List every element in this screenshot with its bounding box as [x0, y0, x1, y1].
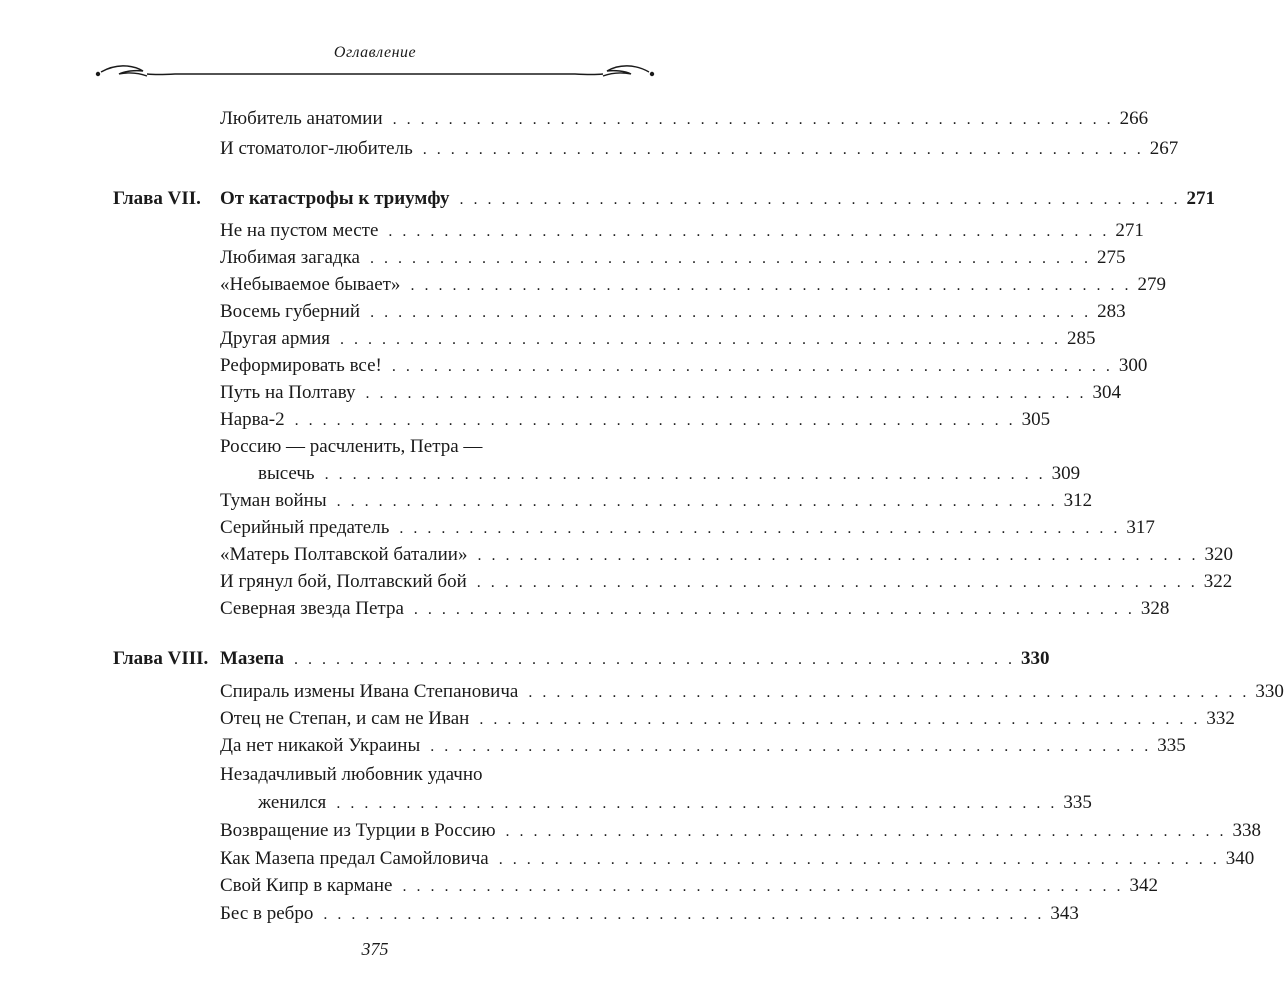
- toc-entry-title: Реформировать все!: [220, 355, 382, 376]
- chapter-label: Глава VIII.: [113, 648, 209, 669]
- dot-leader: . . . . . . . . . . . . . . . . . . . . . . . . . . . . . . . . . . . . . . . . . . . . . . . . . . . .: [498, 851, 1220, 868]
- toc-entry-page: 271: [1115, 220, 1144, 241]
- toc-entry-title: Да нет никакой Украины: [220, 735, 421, 756]
- toc-entry-title: «Небываемое бывает»: [220, 274, 401, 295]
- toc-entry[interactable]: [220, 409, 1051, 439]
- toc-entry-page: 283: [1097, 301, 1126, 322]
- toc-entry[interactable]: [220, 355, 1148, 385]
- dot-leader: . . . . . . . . . . . . . . . . . . . . . . . . . . . . . . . . . . . . . . . . . . . . . . . . . . . .: [459, 191, 1181, 208]
- toc-entry-page: 330: [1255, 681, 1284, 702]
- dot-leader: . . . . . . . . . . . . . . . . . . . . . . . . . . . . . . . . . . . . . . . . . . . . . . . . . . . .: [336, 493, 1058, 510]
- toc-entry-page: 300: [1118, 355, 1148, 376]
- toc-entry[interactable]: [220, 735, 1186, 765]
- toc-entry-page: 335: [1157, 735, 1186, 756]
- toc-entry[interactable]: [220, 708, 1235, 738]
- toc-entry-title: И стоматолог-любитель: [220, 138, 413, 159]
- toc-entry-page: 267: [1149, 138, 1179, 159]
- toc-entry-page: 340: [1225, 848, 1255, 869]
- toc-entry-title: Нарва-2: [220, 409, 285, 430]
- toc-entry-page: 312: [1063, 490, 1093, 511]
- dot-leader: . . . . . . . . . . . . . . . . . . . . . . . . . . . . . . . . . . . . . . . . . . . . . . . . . . . .: [479, 711, 1201, 728]
- toc-entry-page: 320: [1204, 544, 1233, 565]
- toc-entry[interactable]: [220, 108, 1149, 138]
- chapter-label: Глава VII.: [113, 188, 201, 209]
- toc-entry-continuation[interactable]: [258, 463, 1081, 493]
- toc-entry-page: 332: [1206, 708, 1235, 729]
- running-header: Оглавление: [333, 44, 417, 61]
- dot-leader: . . . . . . . . . . . . . . . . . . . . . . . . . . . . . . . . . . . . . . . . . . . . . . . . . . . .: [413, 601, 1135, 618]
- dot-leader: . . . . . . . . . . . . . . . . . . . . . . . . . . . . . . . . . . . . . . . . . . . . . . . . . . . .: [388, 223, 1110, 240]
- dot-leader: . . . . . . . . . . . . . . . . . . . . . . . . . . . . . . . . . . . . . . . . . . . . . . . . . . . .: [370, 304, 1092, 321]
- toc-entry-title: Незадачливый любовник удачно: [220, 764, 483, 785]
- toc-entry-page: 305: [1021, 409, 1051, 430]
- dot-leader: . . . . . . . . . . . . . . . . . . . . . . . . . . . . . . . . . . . . . . . . . . . . . . . . . . . .: [323, 906, 1045, 923]
- dot-leader: . . . . . . . . . . . . . . . . . . . . . . . . . . . . . . . . . . . . . . . . . . . . . . . . . . . .: [477, 547, 1199, 564]
- toc-entry-title: Туман войны: [220, 490, 327, 511]
- dot-leader: . . . . . . . . . . . . . . . . . . . . . . . . . . . . . . . . . . . . . . . . . . . . . . . . . . . .: [430, 738, 1152, 755]
- dot-leader: . . . . . . . . . . . . . . . . . . . . . . . . . . . . . . . . . . . . . . . . . . . . . . . . . . . .: [505, 823, 1227, 840]
- toc-entry-page: 335: [1063, 792, 1092, 813]
- toc-entry-page: 271: [1186, 188, 1216, 209]
- toc-entry-continuation[interactable]: [258, 792, 1092, 822]
- toc-entry-title: Любитель анатомии: [220, 108, 383, 129]
- dot-leader: . . . . . . . . . . . . . . . . . . . . . . . . . . . . . . . . . . . . . . . . . . . . . . . . . . . .: [336, 795, 1058, 812]
- toc-entry-title: Восемь губерний: [220, 301, 361, 322]
- toc-chapter-entry[interactable]: [220, 188, 1216, 218]
- toc-entry-page: 322: [1203, 571, 1233, 592]
- toc-entry-page: 279: [1137, 274, 1166, 295]
- dot-leader: . . . . . . . . . . . . . . . . . . . . . . . . . . . . . . . . . . . . . . . . . . . . . . . . . . . .: [410, 277, 1132, 294]
- dot-leader: . . . . . . . . . . . . . . . . . . . . . . . . . . . . . . . . . . . . . . . . . . . . . . . . . . . .: [476, 574, 1198, 591]
- toc-entry-title: Мазепа: [220, 648, 284, 669]
- toc-entry-title: Россию — расчленить, Петра —: [220, 436, 483, 457]
- toc-entry-title: Путь на Полтаву: [220, 382, 356, 403]
- toc-entry-title: Как Мазепа предал Самойловича: [220, 848, 489, 869]
- toc-entry[interactable]: [220, 301, 1126, 331]
- toc-entry-page: 309: [1051, 463, 1081, 484]
- toc-entry-title: Отец не Степан, и сам не Иван: [220, 708, 470, 729]
- dot-leader: . . . . . . . . . . . . . . . . . . . . . . . . . . . . . . . . . . . . . . . . . . . . . . . . . . . .: [399, 520, 1121, 537]
- toc-entry[interactable]: [220, 820, 1262, 850]
- toc-entry-title: Любимая загадка: [220, 247, 360, 268]
- toc-entry-title: Серийный предатель: [220, 517, 390, 538]
- toc-entry-page: 275: [1096, 247, 1126, 268]
- toc-entry[interactable]: [220, 875, 1158, 905]
- toc-entry[interactable]: [220, 544, 1233, 574]
- dot-leader: . . . . . . . . . . . . . . . . . . . . . . . . . . . . . . . . . . . . . . . . . . . . . . . . . . . .: [369, 250, 1091, 267]
- toc-entry-title: Другая армия: [220, 328, 331, 349]
- toc-chapter-entry[interactable]: [220, 648, 1050, 678]
- toc-entry[interactable]: [220, 138, 1179, 168]
- toc-entry-page: 304: [1092, 382, 1122, 403]
- toc-entry[interactable]: [220, 274, 1166, 304]
- dot-leader: . . . . . . . . . . . . . . . . . . . . . . . . . . . . . . . . . . . . . . . . . . . . . . . . . . . .: [528, 684, 1250, 701]
- toc-entry-title: Бес в ребро: [220, 903, 314, 924]
- dot-leader: . . . . . . . . . . . . . . . . . . . . . . . . . . . . . . . . . . . . . . . . . . . . . . . . . . . .: [402, 878, 1124, 895]
- toc-entry[interactable]: [220, 490, 1093, 520]
- toc-entry[interactable]: [220, 436, 638, 466]
- toc-entry-page: 266: [1119, 108, 1149, 129]
- toc-entry-title: Свой Кипр в кармане: [220, 875, 393, 896]
- dot-leader: . . . . . . . . . . . . . . . . . . . . . . . . . . . . . . . . . . . . . . . . . . . . . . . . . . . .: [340, 331, 1062, 348]
- toc-entry[interactable]: [220, 571, 1233, 601]
- toc-entry-page: 343: [1050, 903, 1079, 924]
- dot-leader: . . . . . . . . . . . . . . . . . . . . . . . . . . . . . . . . . . . . . . . . . . . . . . . . . . . .: [391, 358, 1113, 375]
- toc-entry-title: Северная звезда Петра: [220, 598, 404, 619]
- dot-leader: . . . . . . . . . . . . . . . . . . . . . . . . . . . . . . . . . . . . . . . . . . . . . . . . . . . .: [392, 111, 1114, 128]
- toc-entry-title: И грянул бой, Полтавский бой: [220, 571, 467, 592]
- toc-entry[interactable]: [220, 848, 1255, 878]
- toc-entry-page: 338: [1232, 820, 1262, 841]
- toc-entry-title: Возвращение из Турции в Россию: [220, 820, 496, 841]
- toc-entry-page: 328: [1140, 598, 1170, 619]
- toc-entry[interactable]: [220, 903, 1079, 933]
- dot-leader: . . . . . . . . . . . . . . . . . . . . . . . . . . . . . . . . . . . . . . . . . . . . . . . . . . . .: [294, 412, 1016, 429]
- toc-entry[interactable]: [220, 517, 1155, 547]
- toc-entry[interactable]: [220, 220, 1144, 250]
- toc-entry[interactable]: [220, 681, 1284, 711]
- toc-entry-page: 330: [1020, 648, 1050, 669]
- toc-entry-title: Спираль измены Ивана Степановича: [220, 681, 519, 702]
- dot-leader: . . . . . . . . . . . . . . . . . . . . . . . . . . . . . . . . . . . . . . . . . . . . . . . . . . . .: [324, 466, 1046, 483]
- toc-entry-title: женился: [258, 792, 327, 813]
- toc-entry-title: «Матерь Полтавской баталии»: [220, 544, 468, 565]
- toc-entry-title: Не на пустом месте: [220, 220, 379, 241]
- toc-entry-page: 342: [1129, 875, 1158, 896]
- dot-leader: . . . . . . . . . . . . . . . . . . . . . . . . . . . . . . . . . . . . . . . . . . . . . . . . . . . .: [422, 141, 1144, 158]
- page-number: 375: [361, 939, 389, 959]
- toc-entry[interactable]: [220, 598, 1170, 628]
- toc-entry-title: От катастрофы к триумфу: [220, 188, 450, 209]
- toc-entry-page: 285: [1067, 328, 1096, 349]
- toc-entry[interactable]: [220, 247, 1126, 277]
- dot-leader: . . . . . . . . . . . . . . . . . . . . . . . . . . . . . . . . . . . . . . . . . . . . . . . . . . . .: [293, 651, 1015, 668]
- toc-entry-page: 317: [1126, 517, 1155, 538]
- toc-entry[interactable]: [220, 764, 638, 794]
- toc-entry-title: высечь: [258, 463, 315, 484]
- dot-leader: . . . . . . . . . . . . . . . . . . . . . . . . . . . . . . . . . . . . . . . . . . . . . . . . . . . .: [365, 385, 1087, 402]
- toc-entry[interactable]: [220, 328, 1096, 358]
- toc-entry[interactable]: [220, 382, 1122, 412]
- ornament-rule-icon: [95, 62, 655, 84]
